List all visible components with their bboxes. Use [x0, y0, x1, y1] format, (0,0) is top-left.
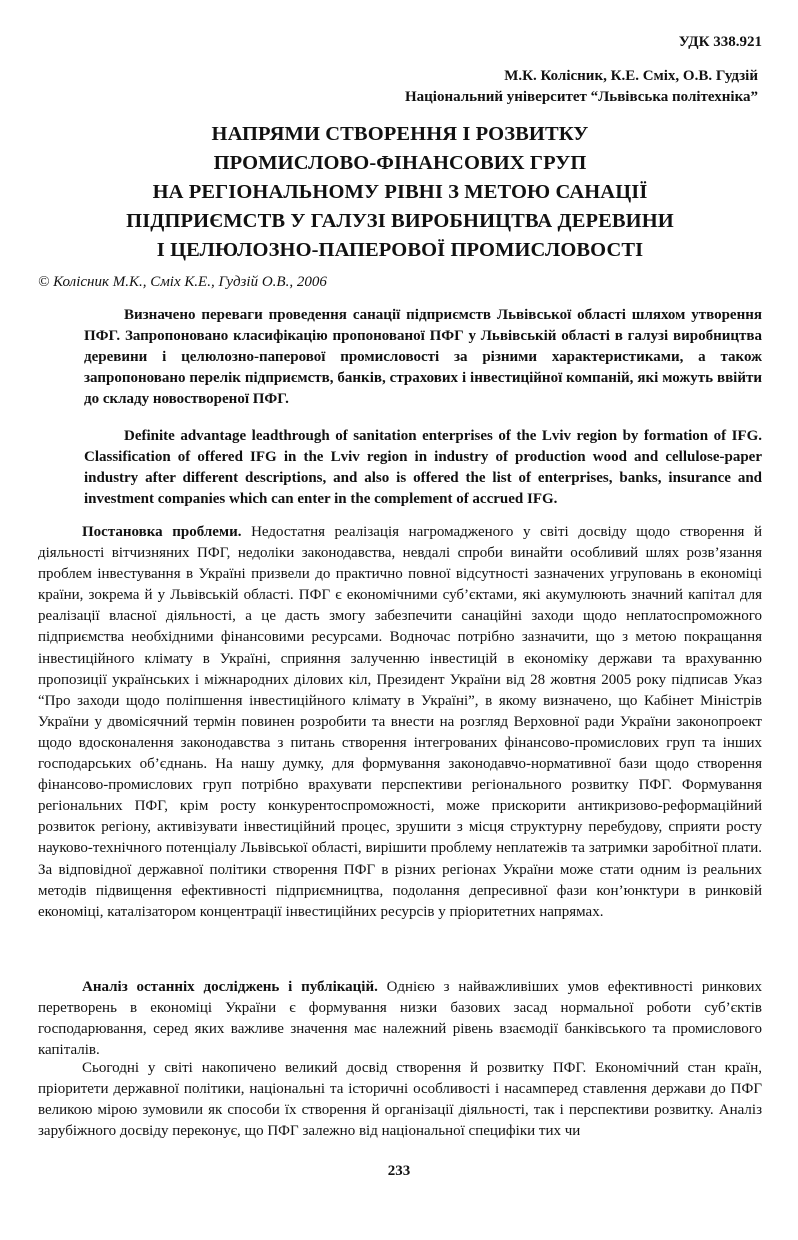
title-line: НА РЕГІОНАЛЬНОМУ РІВНІ З МЕТОЮ САНАЦІЇ: [152, 181, 648, 203]
page-number: 233: [387, 1163, 411, 1179]
body-paragraph: Сьогодні у світі накопичено великий досвід створення й розвитку ПФГ. Економічний стан країн, пріоритети державної політики, національні та історичні особливості і насамперед ставлення держави до ПФГ великою мірою зумовили як способи їх створення й організації діяльності, так і перспективи розвитку. Аналіз зарубіжного досвіду переконує, що ПФГ залежно від національної специфіки тих чи: [38, 1060, 762, 1140]
section-literature-review: [38, 977, 762, 1061]
article-title: [60, 120, 740, 265]
copyright-line: © Колісник М.К., Сміх К.Е., Гудзій О.В., 2006: [38, 274, 327, 290]
section-heading: Аналіз останніх досліджень і публікацій.: [82, 979, 378, 995]
title-line: І ЦЕЛЮЛОЗНО-ПАПЕРОВОЇ ПРОМИСЛОВОСТІ: [156, 239, 644, 261]
abstract-english: Definite advantage leadthrough of sanitation enterprises of the Lviv region by formation of IFG. Classification of offered IFG in the Lviv region in industry of production wood and cellulose-paper industry after different descriptions, and also is offered the list of enterprises, banks, insurance and investment companies which can enter in the complement of accrued IFG.: [84, 428, 762, 507]
author-names: М.К. Колісник, К.Е. Сміх, О.В. Гудзій: [504, 68, 758, 84]
section-text: Недостатня реалізація нагромадженого у світі досвіду щодо створення й діяльності вітчизняних ПФГ, недоліки законодавства, невдалі спроби винайти особливий шлях розв’язання проблем інвестування в Україні призвели до практично повної відсутності зазначених угруповань в економіці країни, зокрема й у Львівській області. ПФГ є економічними суб’єктами, які акумулюють значний капітал для реалізації власної діяльності, а це дасть змогу забезпечити санаційні заходи щодо неплатоспроможного підприємства необхідними фінансовими ресурсами. Водночас потрібно зазначити, що з метою покращання інвестиційного клімату в Україні, сприяння залученню інвестицій в економіку держави та врахуванню пропозиції українських і міжнародних ділових кіл, Президент України від 28 жовтня 2005 року підписав Указ “Про заходи щодо поліпшення інвестиційного клімату в Україні”, в якому визначено, що Кабінет Міністрів України у двомісячний термін повинен розробити та внести на розгляд Верховної ради України законопроект щодо вдосконалення законодавства з питань створення інтегрованих фінансово-промислових груп та інших господарських об’єднань. На нашу думку, для формування законодавчо-нормативної бази щодо створення фінансово-промислових груп потрібно врахувати перспективи регіонального розвитку ПФГ. Формування регіональних ПФГ, крім росту конкурентоспроможності, може прискорити антикризово-реформаційний розвиток регіону, активізувати інвестиційний процес, зрушити з місця структурну перебудову, сприяти росту науково-технічного потенціалу Львівської області, вирішити проблему неплатежів та затримки заробітної плати. За відповідної державної політики створення ПФГ в різних регіонах України може стати одним із реальних методів підвищення ефективності підприємництва, подолання депресивної фази кон’юнктури в ринковій економіці, каталізатором концентрації інвестиційних ресурсів у пріоритетних напрямах.: [38, 524, 762, 920]
title-line: ПІДПРИЄМСТВ У ГАЛУЗІ ВИРОБНИЦТВА ДЕРЕВИНИ: [126, 210, 674, 232]
udc-code: УДК 338.921: [678, 34, 762, 50]
section-problem-statement: [38, 522, 762, 923]
section-heading: Постановка проблеми.: [82, 524, 242, 540]
section-text: Однією з найважливіших умов ефективності ринкових перетворень в економіці України є формування низки базових засад нормальної роботи суб’єктів господарювання, серед яких важливе значення має належний рівень взаємодії банківського та промислового капіталів.: [38, 979, 763, 1059]
author-block: [405, 66, 758, 108]
affiliation: Національний університет “Львівська політехніка”: [404, 89, 758, 105]
abstract-ukrainian: Визначено переваги проведення санації підприємств Львівської області шляхом утворення ПФГ. Запропоновано класифікацію пропонованої ПФГ у Львівській області в галузі виробництва деревини і целюлозно-паперової промисловості за різними характеристиками, а також запропоновано перелік підприємств, банків, страхових і інвестиційної компаній, які можуть ввійти до складу новоствореної ПФГ.: [84, 307, 762, 407]
title-line: НАПРЯМИ СТВОРЕННЯ І РОЗВИТКУ: [211, 123, 589, 145]
title-line: ПРОМИСЛОВО-ФІНАНСОВИХ ГРУП: [213, 152, 587, 174]
